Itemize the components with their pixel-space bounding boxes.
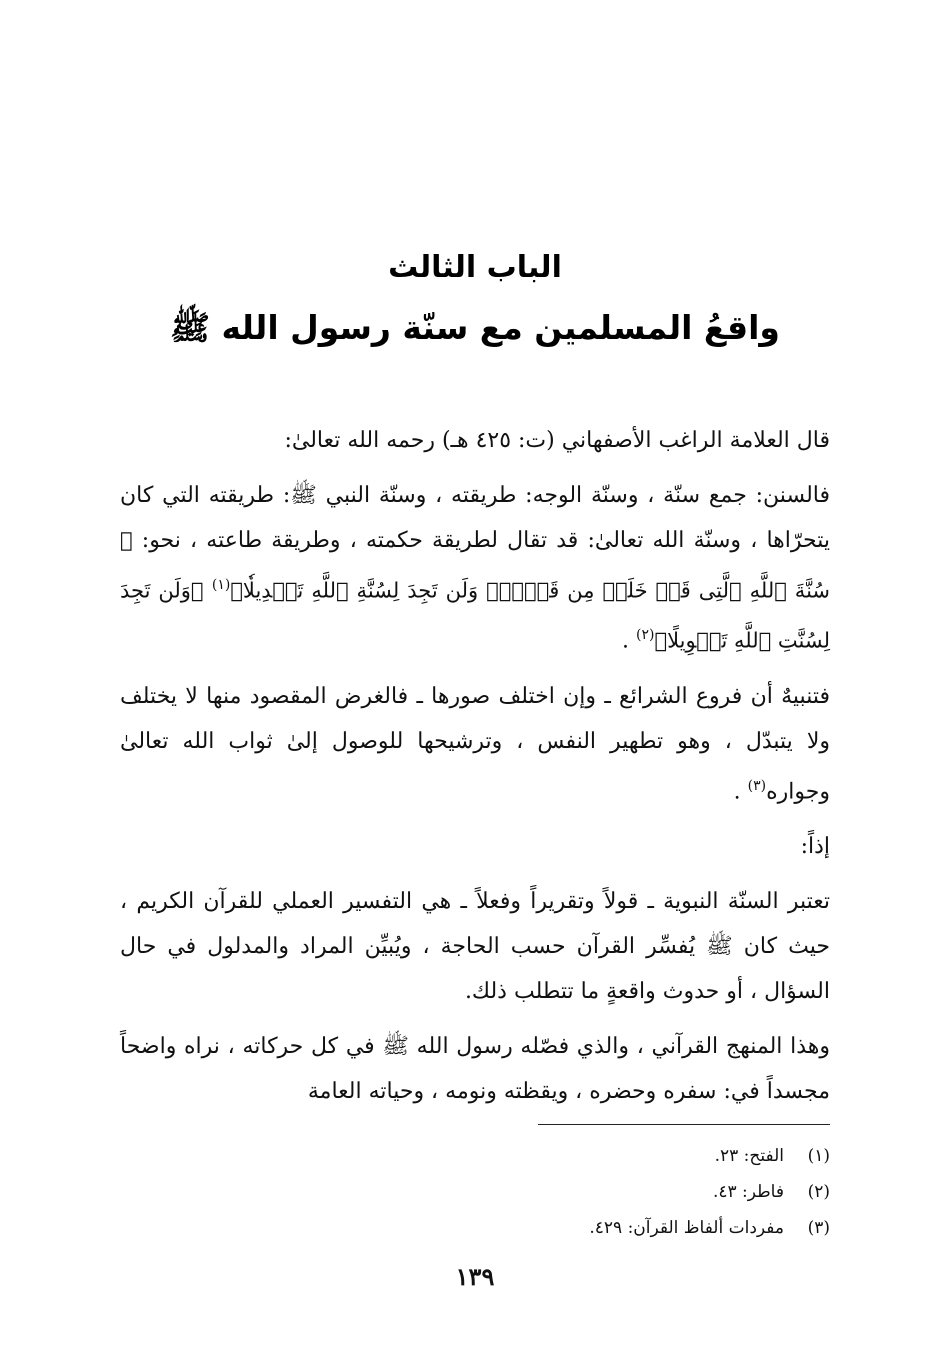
heading-idhan: إذاً:	[800, 833, 830, 859]
page-number: ١٣٩	[455, 1262, 495, 1291]
quran-verse-2: ﴿وَلَن تَجِدَ لِسُنَّتِ ٱللَّهِ تَحۡوِيلًا﴾	[120, 578, 830, 653]
paragraph-sunan-end: .	[622, 628, 629, 654]
footnote-text: فاطر: ٤٣.	[712, 1182, 784, 1202]
footnote-ref-2: (٢)	[636, 627, 655, 644]
footnote-ref-3: (٣)	[747, 777, 767, 794]
intro-paragraph: قال العلامة الراغب الأصفهاني (ت: ٤٢٥ هـ) رحمه الله تعالىٰ:	[284, 428, 830, 453]
footnote-number: (١)	[807, 1146, 830, 1166]
footnote-3	[330, 1210, 830, 1246]
footnote-text: مفردات ألفاظ القرآن: ٤٢٩.	[589, 1218, 784, 1238]
footnote-ref-1: (١)	[211, 577, 231, 593]
footnote-separator	[538, 1124, 830, 1125]
paragraph-tanbih	[120, 674, 830, 814]
footnote-number: (٣)	[807, 1218, 830, 1238]
body-text	[120, 418, 830, 1124]
paragraph-sunnah-tafsir: تعتبر السنّة النبوية ـ قولاً وتقريراً وفعلاً ـ هي التفسير العملي للقرآن الكريم ، حيث كان ﷺ يُفسِّر القرآن حسب الحاجة ، ويُبيِّن المراد والمدلول في حال السؤال ، أو حدوث واقعةٍ ما تتطلب ذلك.	[120, 888, 830, 1004]
footnote-text: الفتح: ٢٣.	[714, 1146, 784, 1166]
chapter-label: الباب الثالث	[388, 250, 562, 285]
footnote-2	[330, 1174, 830, 1210]
footnotes	[330, 1138, 830, 1246]
chapter-title: واقعُ المسلمين مع سنّة رسول الله ﷺ	[170, 308, 780, 347]
footnote-number: (٢)	[807, 1182, 830, 1202]
paragraph-manhaj: وهذا المنهج القرآني ، والذي فصّله رسول الله ﷺ في كل حركاته ، نراه واضحاً مجسداً في: سفره وحضره ، ويقظته ونومه ، وحياته العامة	[120, 1033, 830, 1104]
paragraph-sunan	[120, 473, 830, 664]
quran-verse-1: ﴿ سُنَّةَ ٱللَّهِ ٱلَّتِى قَدۡ خَلَتۡ مِن قَبۡلُۖ وَلَن تَجِدَ لِسُنَّةِ ٱللَّهِ تَبۡدِيلٗا﴾	[120, 528, 830, 603]
paragraph-tanbih-text: فتنبيهٌ أن فروع الشرائع ـ وإن اختلف صورها ـ فالغرض المقصود منها لا يختلف ولا يتبدّل ، وهو تطهير النفس ، وترشيحها للوصول إلىٰ ثواب الله تعالىٰ وجواره	[120, 683, 830, 804]
paragraph-sunan-text: فالسنن: جمع سنّة ، وسنّة الوجه: طريقته ، وسنّة النبي ﷺ: طريقته التي كان يتحرّاها ، وسنّة الله تعالىٰ: قد تقال لطريقة حكمته ، وطريقة طاعته ، نحو:	[120, 483, 831, 553]
footnote-1	[330, 1138, 830, 1174]
paragraph-tanbih-end: .	[733, 778, 741, 804]
